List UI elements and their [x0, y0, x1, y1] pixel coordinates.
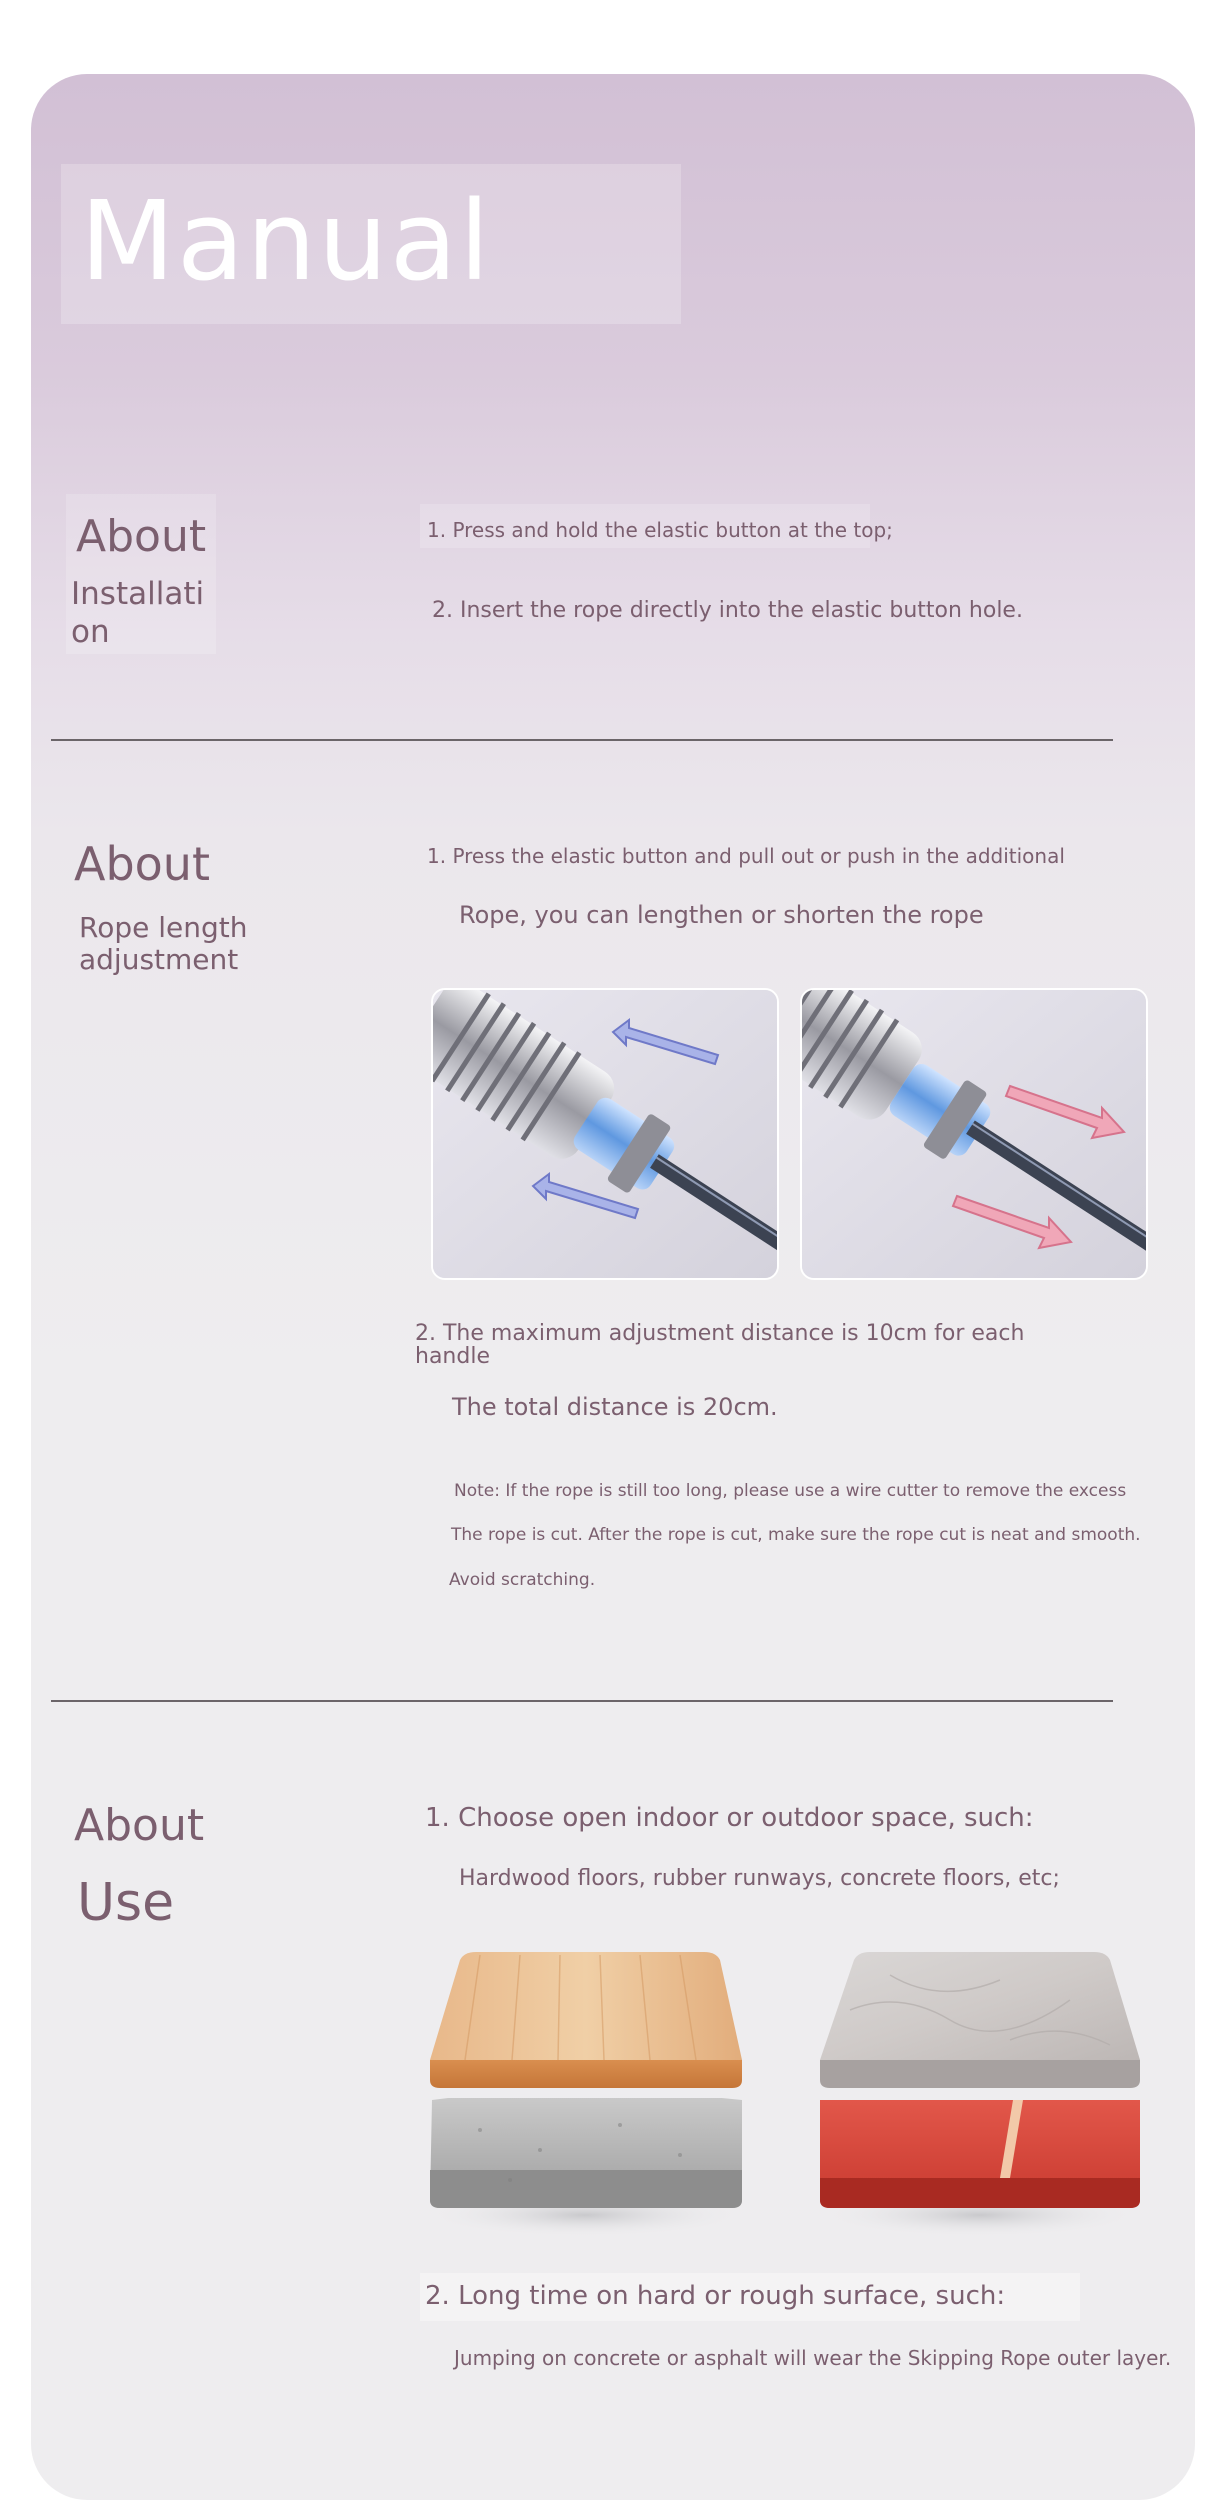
marble-rubber-surfaces	[810, 1950, 1150, 2240]
use-heading: About	[74, 1800, 205, 1851]
page-title: Manual	[80, 177, 492, 305]
pull-out-photo	[800, 988, 1148, 1280]
use-point-1-line-2: Hardwood floors, rubber runways, concrete floors, etc;	[459, 1866, 1060, 1891]
section-divider	[51, 739, 1113, 741]
hardwood-concrete-surfaces	[420, 1950, 760, 2240]
adjustment-note-line-2: The rope is cut. After the rope is cut, make sure the rope cut is neat and smooth.	[451, 1525, 1141, 1545]
use-point-1-line-1: 1. Choose open indoor or outdoor space, such:	[425, 1803, 1034, 1833]
adjustment-step-1-line-1: 1. Press the elastic button and pull out or push in the additional	[427, 844, 1065, 868]
installation-step-2: 2. Insert the rope directly into the elastic button hole.	[432, 598, 1023, 623]
pull-out-illustration	[802, 990, 1146, 1278]
push-in-illustration	[433, 990, 777, 1278]
adjustment-note-line-1: Note: If the rope is still too long, please use a wire cutter to remove the excess	[454, 1481, 1127, 1501]
use-subheading: Use	[77, 1873, 175, 1933]
push-in-photo	[431, 988, 779, 1280]
installation-heading: About	[76, 511, 207, 562]
adjustment-subheading-2: adjustment	[79, 943, 239, 976]
use-point-2-line-1: 2. Long time on hard or rough surface, such:	[425, 2281, 1006, 2311]
adjustment-step-2-line-1: 2. The maximum adjustment distance is 10cm for each	[415, 1321, 1025, 1346]
adjustment-heading: About	[74, 837, 211, 891]
use-point-2-line-2: Jumping on concrete or asphalt will wear the Skipping Rope outer layer.	[454, 2346, 1172, 2370]
installation-step-1: 1. Press and hold the elastic button at the top;	[427, 518, 893, 542]
installation-subheading-1: Installati	[71, 576, 205, 612]
adjustment-step-1-line-2: Rope, you can lengthen or shorten the rope	[459, 901, 984, 929]
adjustment-step-2-line-2: handle	[415, 1344, 490, 1369]
section-divider	[51, 1700, 1113, 1702]
adjustment-subheading-1: Rope length	[79, 911, 248, 944]
adjustment-step-2-line-3: The total distance is 20cm.	[452, 1393, 778, 1421]
adjustment-note-line-3: Avoid scratching.	[449, 1570, 596, 1590]
installation-subheading-2: on	[71, 614, 110, 650]
